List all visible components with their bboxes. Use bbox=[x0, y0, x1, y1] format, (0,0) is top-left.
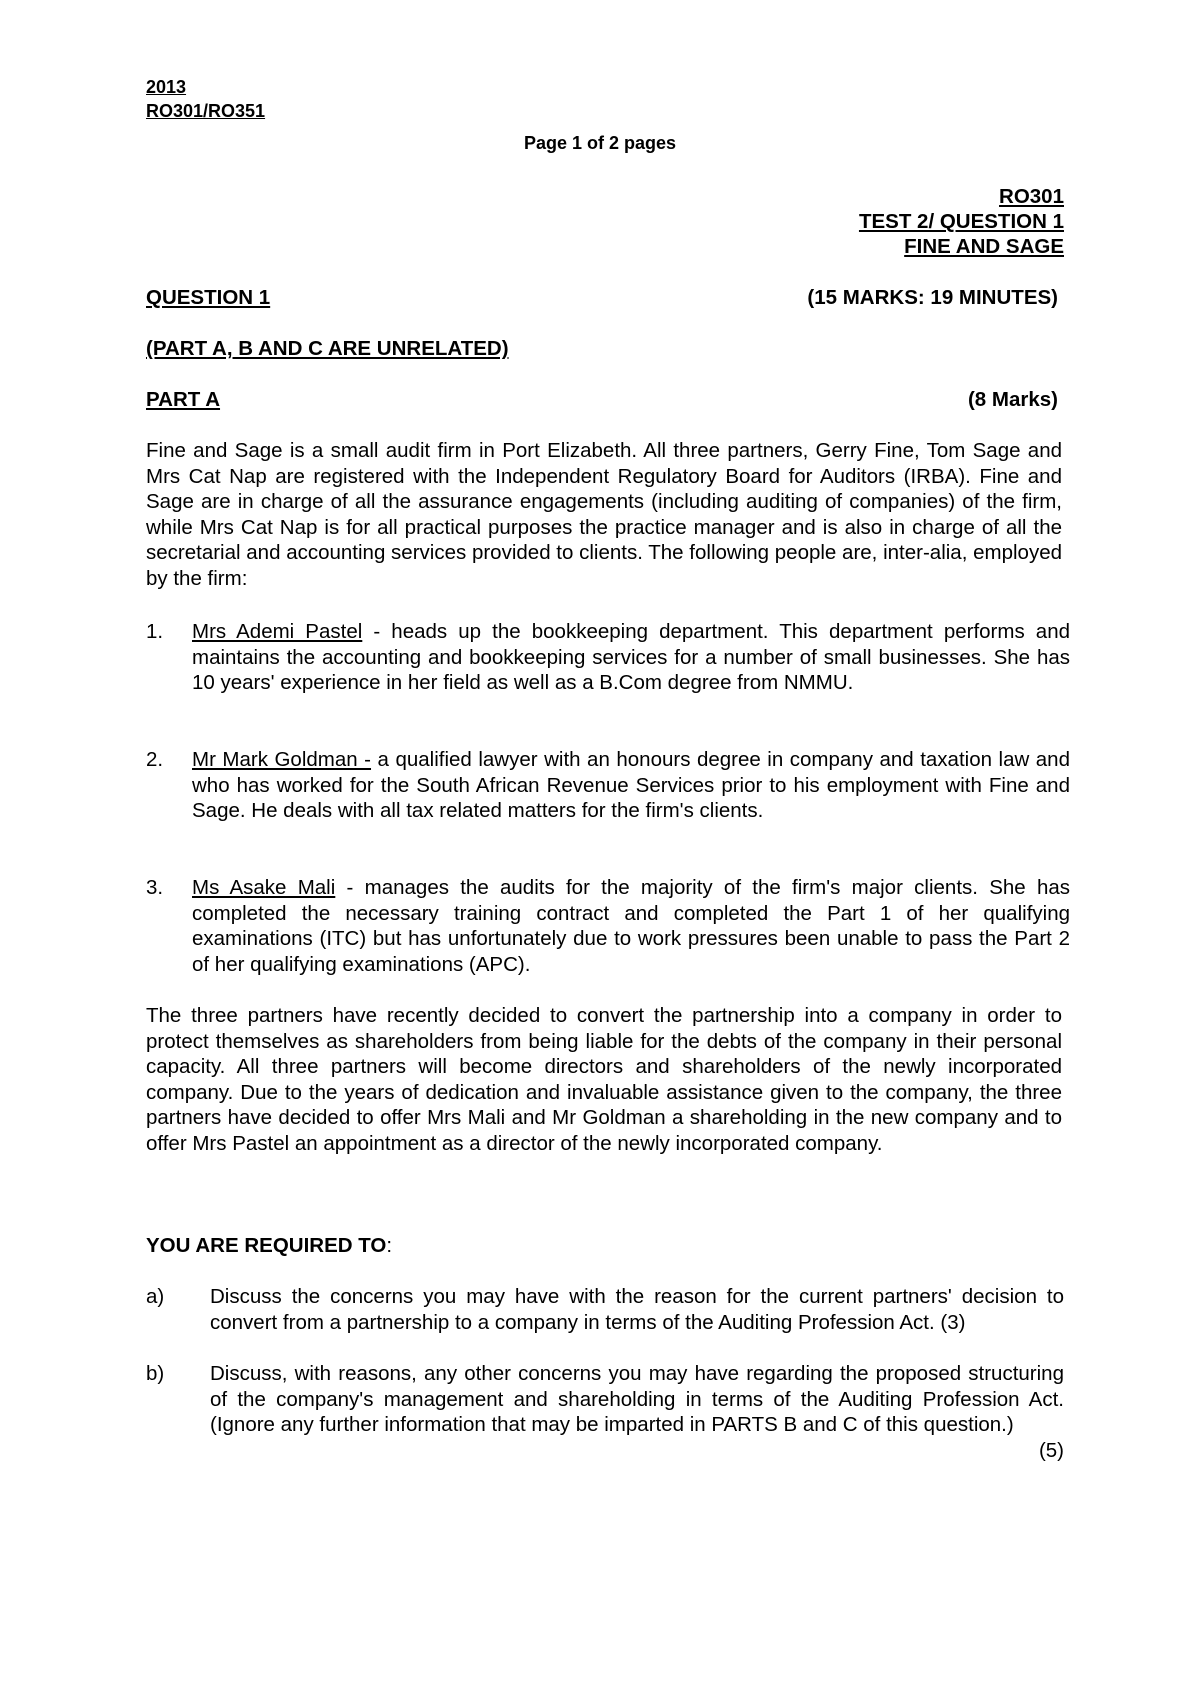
list-item-number: 1. bbox=[146, 620, 164, 643]
list-item bbox=[146, 619, 1070, 696]
header-case-name: FINE AND SAGE bbox=[904, 235, 1064, 258]
employee-name: Mrs Ademi Pastel bbox=[192, 620, 363, 643]
required-item-label: b) bbox=[146, 1362, 165, 1385]
required-item-text: Discuss, with reasons, any other concerns you may have regarding the proposed structuring of the company's management and shareholding in terms of the Auditing Profession Act. (Ignore any further information that may be imparted in PARTS B and C of this question.) bbox=[210, 1362, 1064, 1436]
employee-description: a qualified lawyer with an honours degree in company and taxation law and who has worked for the South African Revenue Services prior to his employment with Fine and Sage. He deals with all tax related matters for the firm's clients. bbox=[192, 748, 1070, 822]
required-item-text: Discuss the concerns you may have with the reason for the current partners' decision to convert from a partnership to a company in terms of the Auditing Profession Act. (3) bbox=[210, 1285, 1064, 1334]
part-marks: (8 Marks) bbox=[967, 388, 1058, 411]
list-item bbox=[146, 747, 1070, 824]
required-item-a bbox=[146, 1284, 1064, 1335]
employee-description: - manages the audits for the majority of the firm's major clients. She has completed the necessary training contract and completed the Part 1 of her qualifying examinations (ITC) but has unfortunately due to work pressures been unable to pass the Part 2 of her qualifying examinations (APC). bbox=[192, 876, 1071, 976]
required-heading bbox=[146, 1233, 392, 1259]
employee-description: - heads up the bookkeeping department. This department performs and maintains the accounting and bookkeeping services for a number of small businesses. She has 10 years' experience in her field as well as a B.Com degree from NMMU. bbox=[192, 620, 1070, 694]
header-test: TEST 2/ QUESTION 1 bbox=[858, 210, 1064, 233]
required-item-marks: (5) bbox=[1038, 1438, 1064, 1462]
unrelated-note: (PART A, B AND C ARE UNRELATED) bbox=[146, 337, 509, 360]
required-item-b bbox=[146, 1361, 1064, 1462]
decision-paragraph: The three partners have recently decided to convert the partnership into a company in order to protect themselves as shareholders from being liable for the debts of the company in their personal capacity. All three partners will become directors and shareholders of the newly incorporated company. Due to the years of dedication and invaluable assistance given to the company, the three partners have decided to offer Mrs Mali and Mr Goldman a shareholding in the new company and to offer Mrs Pastel an appointment as a director of the newly incorporated company. bbox=[146, 1004, 1062, 1155]
part-title: PART A bbox=[146, 388, 221, 411]
required-heading-text: YOU ARE REQUIRED TO bbox=[146, 1234, 387, 1257]
question-title: QUESTION 1 bbox=[146, 286, 271, 309]
list-item-number: 2. bbox=[146, 748, 164, 771]
list-item bbox=[146, 875, 1070, 977]
header-code: RO301 bbox=[999, 185, 1064, 208]
year: 2013 bbox=[146, 77, 187, 97]
employee-name: Ms Asake Mali bbox=[192, 876, 336, 899]
question-marks-time: (15 MARKS: 19 MINUTES) bbox=[807, 286, 1058, 309]
page-info: Page 1 of 2 pages bbox=[523, 133, 677, 153]
required-heading-colon: : bbox=[386, 1234, 393, 1257]
list-item-number: 3. bbox=[146, 876, 164, 899]
course-codes: RO301/RO351 bbox=[146, 101, 266, 121]
employee-name: Mr Mark Goldman - bbox=[192, 748, 372, 771]
required-item-label: a) bbox=[146, 1285, 165, 1308]
intro-paragraph: Fine and Sage is a small audit firm in Port Elizabeth. All three partners, Gerry Fine, Tom Sage and Mrs Cat Nap are registered with the Independent Regulatory Board for Auditors (IRBA). Fine and Sage are in charge of all the assurance engagements (including auditing of companies) of the firm, while Mrs Cat Nap is for all practical purposes the practice manager and is also in charge of all the secretarial and accounting services provided to clients. The following people are, inter-alia, employed by the firm: bbox=[146, 439, 1062, 590]
